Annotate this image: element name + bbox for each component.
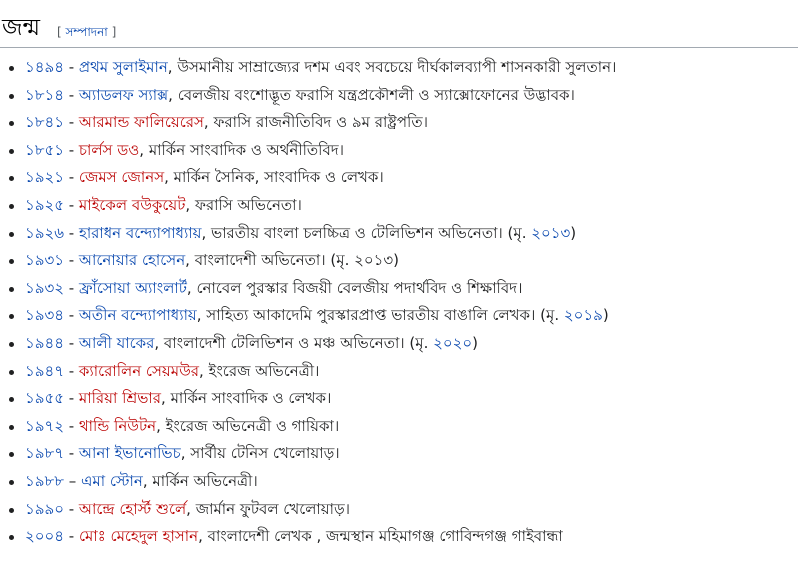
description-text: , নোবেল পুরস্কার বিজয়ী বেলজীয় পদার্থবিদ ও শিক্ষাবিদ। [186, 278, 523, 297]
description-text: ) [472, 333, 479, 352]
year-link[interactable]: ১৯৪৭ [25, 361, 64, 380]
bullet-icon [9, 370, 14, 375]
list-item [0, 247, 616, 275]
description-text: , মার্কিন সাংবাদিক ও অর্থনীতিবিদ। [139, 140, 345, 159]
separator: - [63, 361, 79, 380]
edit-bracket-open: [ [57, 25, 66, 39]
article-link[interactable]: এমা স্টোন [80, 471, 143, 490]
article-link[interactable]: হারাধন বন্দ্যোপাধ্যায় [78, 223, 202, 242]
description-text: , উসমানীয় সাম্রাজ্যের দশম এবং সবচেয়ে দীর্ঘকালব্যাপী শাসনকারী সুলতান। [167, 58, 617, 76]
list-item [0, 523, 616, 551]
article-link[interactable]: ২০১৯ [563, 306, 603, 325]
description-text: ) [602, 306, 609, 325]
bullet-icon [9, 259, 14, 264]
year-link[interactable]: ১৮১৪ [25, 85, 64, 104]
redlink[interactable]: চার্লস ডও [78, 140, 140, 159]
bullet-icon [9, 287, 14, 292]
bullet-icon [9, 480, 14, 485]
separator: - [63, 389, 79, 408]
births-list [0, 54, 616, 551]
article-link[interactable]: অতীন বন্দ্যোপাধ্যায় [78, 306, 197, 325]
description-text: , বাংলাদেশী টেলিভিশন ও মঞ্চ অভিনেতা। (মৃ. [154, 333, 434, 352]
redlink[interactable]: ক্যারোলিন সেয়মউর [78, 361, 200, 380]
bullet-icon [9, 342, 14, 347]
separator: - [63, 251, 79, 270]
article-link[interactable]: ২০১৩ [531, 223, 571, 242]
redlink[interactable]: মারিয়া শ্রিভার [78, 389, 162, 408]
year-link[interactable]: ১৮৫১ [25, 140, 64, 159]
redlink[interactable]: জেমস জোনস [78, 168, 165, 187]
description-text: , ভারতীয় বাংলা চলচ্চিত্র ও টেলিভিশন অভিনেতা। (মৃ. [201, 223, 532, 242]
list-item [0, 413, 616, 441]
article-link[interactable]: আনোয়ার হোসেন [78, 251, 186, 270]
bullet-icon [9, 176, 14, 181]
year-link[interactable]: ১৪৯৪ [25, 58, 64, 76]
year-link[interactable]: ১৯২৫ [25, 195, 64, 214]
bullet-icon [9, 232, 14, 237]
list-item [0, 164, 616, 192]
separator: - [63, 58, 79, 76]
bullet-icon [9, 535, 14, 540]
section-title: জন্ম [2, 15, 40, 41]
bullet-icon [9, 204, 14, 209]
year-link[interactable]: ১৯২৬ [25, 223, 64, 242]
separator: - [63, 85, 79, 104]
list-item [0, 54, 616, 82]
separator: - [63, 223, 79, 242]
description-text: , সাহিত্য আকাদেমি পুরস্কারপ্রাপ্ত ভারতীয় বাঙালি লেখক। (মৃ. [196, 306, 564, 325]
redlink[interactable]: থান্ডি নিউটন [78, 416, 157, 435]
bullet-icon [9, 425, 14, 430]
description-text: , বেলজীয় বংশোদ্ভূত ফরাসি যন্ত্রপ্রকৌশলী ও স্যাক্সোফোনের উদ্ভাবক। [168, 85, 575, 104]
separator: - [63, 306, 79, 325]
description-text: , সার্বীয় টেনিস খেলোয়াড়। [180, 444, 340, 463]
description-text: , মার্কিন সৈনিক, সাংবাদিক ও লেখক। [164, 168, 384, 187]
redlink[interactable]: মোঃ মেহেদুল হাসান [78, 527, 199, 546]
description-text: , জার্মান ফুটবল খেলোয়াড়। [186, 499, 351, 518]
list-item [0, 82, 616, 110]
list-item [0, 330, 616, 358]
description-text: , বাংলাদেশী অভিনেতা। (মৃ. ২০১৩) [185, 251, 399, 270]
redlink[interactable]: আন্দ্রে হোর্স্ট শুর্লে [78, 499, 187, 518]
year-link[interactable]: ১৯৪৪ [25, 333, 64, 352]
article-link[interactable]: প্রথম সুলাইমান [78, 58, 168, 76]
year-link[interactable]: ১৯৫৫ [25, 389, 64, 408]
article-link[interactable]: ফ্রাঁসোয়া অ্যাংলার্ট [78, 278, 187, 297]
bullet-icon [9, 314, 14, 319]
bullet-icon [9, 149, 14, 154]
description-text: , বাংলাদেশী লেখক , জন্মস্থান মহিমাগঞ্জ গোবিন্দগঞ্জ গাইবান্ধা [198, 527, 563, 546]
bullet-icon [9, 94, 14, 99]
edit-section-wrapper [57, 25, 116, 39]
edit-section-link[interactable]: সম্পাদনা [65, 25, 108, 39]
separator: - [63, 333, 79, 352]
year-link[interactable]: ১৯৩২ [25, 278, 64, 297]
list-item [0, 192, 616, 220]
year-link[interactable]: ১৮৪১ [25, 113, 64, 132]
article-link[interactable]: আনা ইভানোভিচ [78, 444, 181, 463]
year-link[interactable]: ২০০৪ [25, 527, 64, 546]
list-item [0, 358, 616, 386]
separator: - [64, 527, 79, 546]
bullet-icon [9, 66, 14, 71]
separator: – [63, 471, 81, 490]
bullet-icon [9, 397, 14, 402]
redlink[interactable]: আরমান্ড ফালিয়েরেস [78, 113, 204, 132]
year-link[interactable]: ১৯৮৮ [25, 471, 64, 490]
separator: - [63, 113, 79, 132]
description-text: ) [570, 223, 577, 242]
list-item [0, 302, 616, 330]
separator: - [63, 168, 79, 187]
edit-bracket-close: ] [107, 25, 117, 39]
year-link[interactable]: ১৯৯০ [25, 499, 64, 518]
list-item [0, 220, 616, 248]
year-link[interactable]: ১৯৭২ [25, 416, 64, 435]
description-text: , ইংরেজ অভিনেত্রী ও গায়িকা। [156, 416, 340, 435]
description-text: , ফরাসি অভিনেতা। [185, 195, 302, 214]
description-text: , মার্কিন সাংবাদিক ও লেখক। [161, 389, 332, 408]
separator: - [63, 195, 79, 214]
separator: - [63, 444, 79, 463]
list-item [0, 496, 616, 524]
list-item [0, 468, 616, 496]
bullet-icon [9, 121, 14, 126]
list-item [0, 440, 616, 468]
separator: - [63, 499, 79, 518]
bullet-icon [9, 508, 14, 513]
list-item [0, 109, 616, 137]
redlink[interactable]: মাইকেল বউকুয়েট [78, 195, 186, 214]
article-link[interactable]: অ্যাডলফ স্যাক্স [78, 85, 169, 104]
section-header [0, 6, 798, 48]
article-link[interactable]: আলী যাকের [78, 333, 155, 352]
year-link[interactable]: ১৯৩৪ [25, 306, 64, 325]
year-link[interactable]: ১৯৮৭ [25, 444, 64, 463]
year-link[interactable]: ১৯২১ [25, 168, 64, 187]
separator: - [63, 278, 79, 297]
list-item [0, 275, 616, 303]
bullet-icon [9, 452, 14, 457]
description-text: , ইংরেজ অভিনেত্রী। [199, 361, 320, 380]
description-text: , মার্কিন অভিনেত্রী। [142, 471, 258, 490]
year-link[interactable]: ১৯৩১ [25, 251, 64, 270]
list-item [0, 137, 616, 165]
article-link[interactable]: ২০২০ [433, 333, 473, 352]
description-text: , ফরাসি রাজনীতিবিদ ও ৯ম রাষ্ট্রপতি। [203, 113, 428, 132]
separator: - [63, 140, 79, 159]
separator: - [63, 416, 79, 435]
list-item [0, 385, 616, 413]
